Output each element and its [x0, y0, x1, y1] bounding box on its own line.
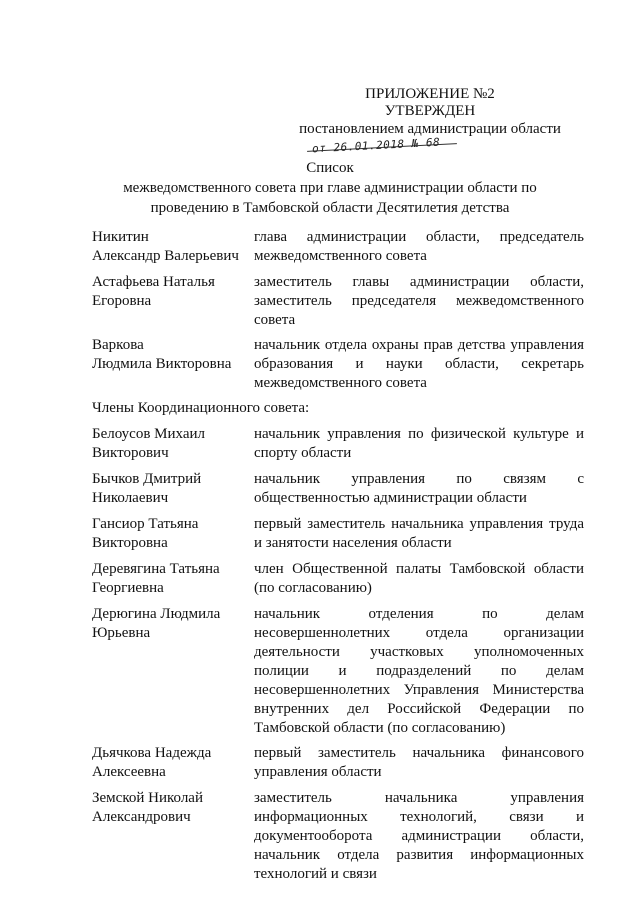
member-name: Дьячкова Надежда Алексеевна — [92, 745, 212, 780]
members-section-heading: Члены Координационного совета: — [92, 400, 310, 416]
member-role: первый заместитель начальника управления труда и занятости населения области — [254, 516, 584, 551]
appendix-label: ПРИЛОЖЕНИЕ №2 — [365, 86, 495, 102]
handwritten-date-number: от 26.01.2018 № 68 — [311, 135, 441, 156]
member-name: Деревягина Татьяна Георгиевна — [92, 561, 220, 596]
list-item — [92, 425, 584, 463]
member-role: начальник отделения по делам несовершеннолетних отдела организации деятельности участковых уполномоченных полиции и подразделений по делам несовершеннолетних Управления Министерства внутренних дел Российской Федерации по Тамбовской области (по согласованию) — [254, 606, 584, 736]
document-title: Список — [306, 160, 354, 176]
list-item — [92, 228, 584, 266]
member-role: член Общественной палаты Тамбовской области (по согласованию) — [254, 561, 584, 596]
list-item — [92, 470, 584, 508]
member-name: Земской Николай Александрович — [92, 790, 203, 825]
member-name: Никитин Александр Валерьевич — [92, 229, 239, 264]
list-item — [92, 744, 584, 782]
list-item — [92, 605, 584, 738]
member-role: заместитель главы администрации области, заместитель председателя межведомственного совета — [254, 274, 584, 328]
decree-label: постановлением администрации области — [299, 121, 561, 137]
approved-label: УТВЕРЖДЕН — [384, 103, 476, 119]
approval-stamp — [280, 86, 580, 138]
member-role: первый заместитель начальника финансового управления области — [254, 745, 584, 780]
member-name: Белоусов Михаил Викторович — [92, 426, 206, 461]
list-item — [92, 560, 584, 598]
member-role: начальник отдела охраны прав детства управления образования и науки области, секретарь межведомственного совета — [254, 337, 584, 391]
list-item — [92, 273, 584, 330]
member-role: начальник управления по физической культуре и спорту области — [254, 426, 584, 461]
member-name: Варкова Людмила Викторовна — [92, 337, 232, 372]
document-heading — [100, 158, 560, 218]
member-name: Гансиор Татьяна Викторовна — [92, 516, 199, 551]
list-item — [92, 789, 584, 884]
member-role: глава администрации области, председатель межведомственного совета — [254, 229, 584, 264]
member-list — [92, 228, 584, 884]
list-item — [92, 515, 584, 553]
member-name: Астафьева Наталья Егоровна — [92, 274, 215, 309]
document-subtitle: межведомственного совета при главе администрации области по проведению в Тамбовской области Десятилетия детства — [123, 180, 537, 216]
member-role: заместитель начальника управления информационных технологий, связи и документооборота администрации области, начальник отдела развития информационных технологий и связи — [254, 790, 584, 882]
list-item — [92, 336, 584, 393]
member-role: начальник управления по связям с общественностью администрации области — [254, 471, 584, 506]
member-name: Бычков Дмитрий Николаевич — [92, 471, 202, 506]
member-name: Дерюгина Людмила Юрьевна — [92, 606, 221, 641]
